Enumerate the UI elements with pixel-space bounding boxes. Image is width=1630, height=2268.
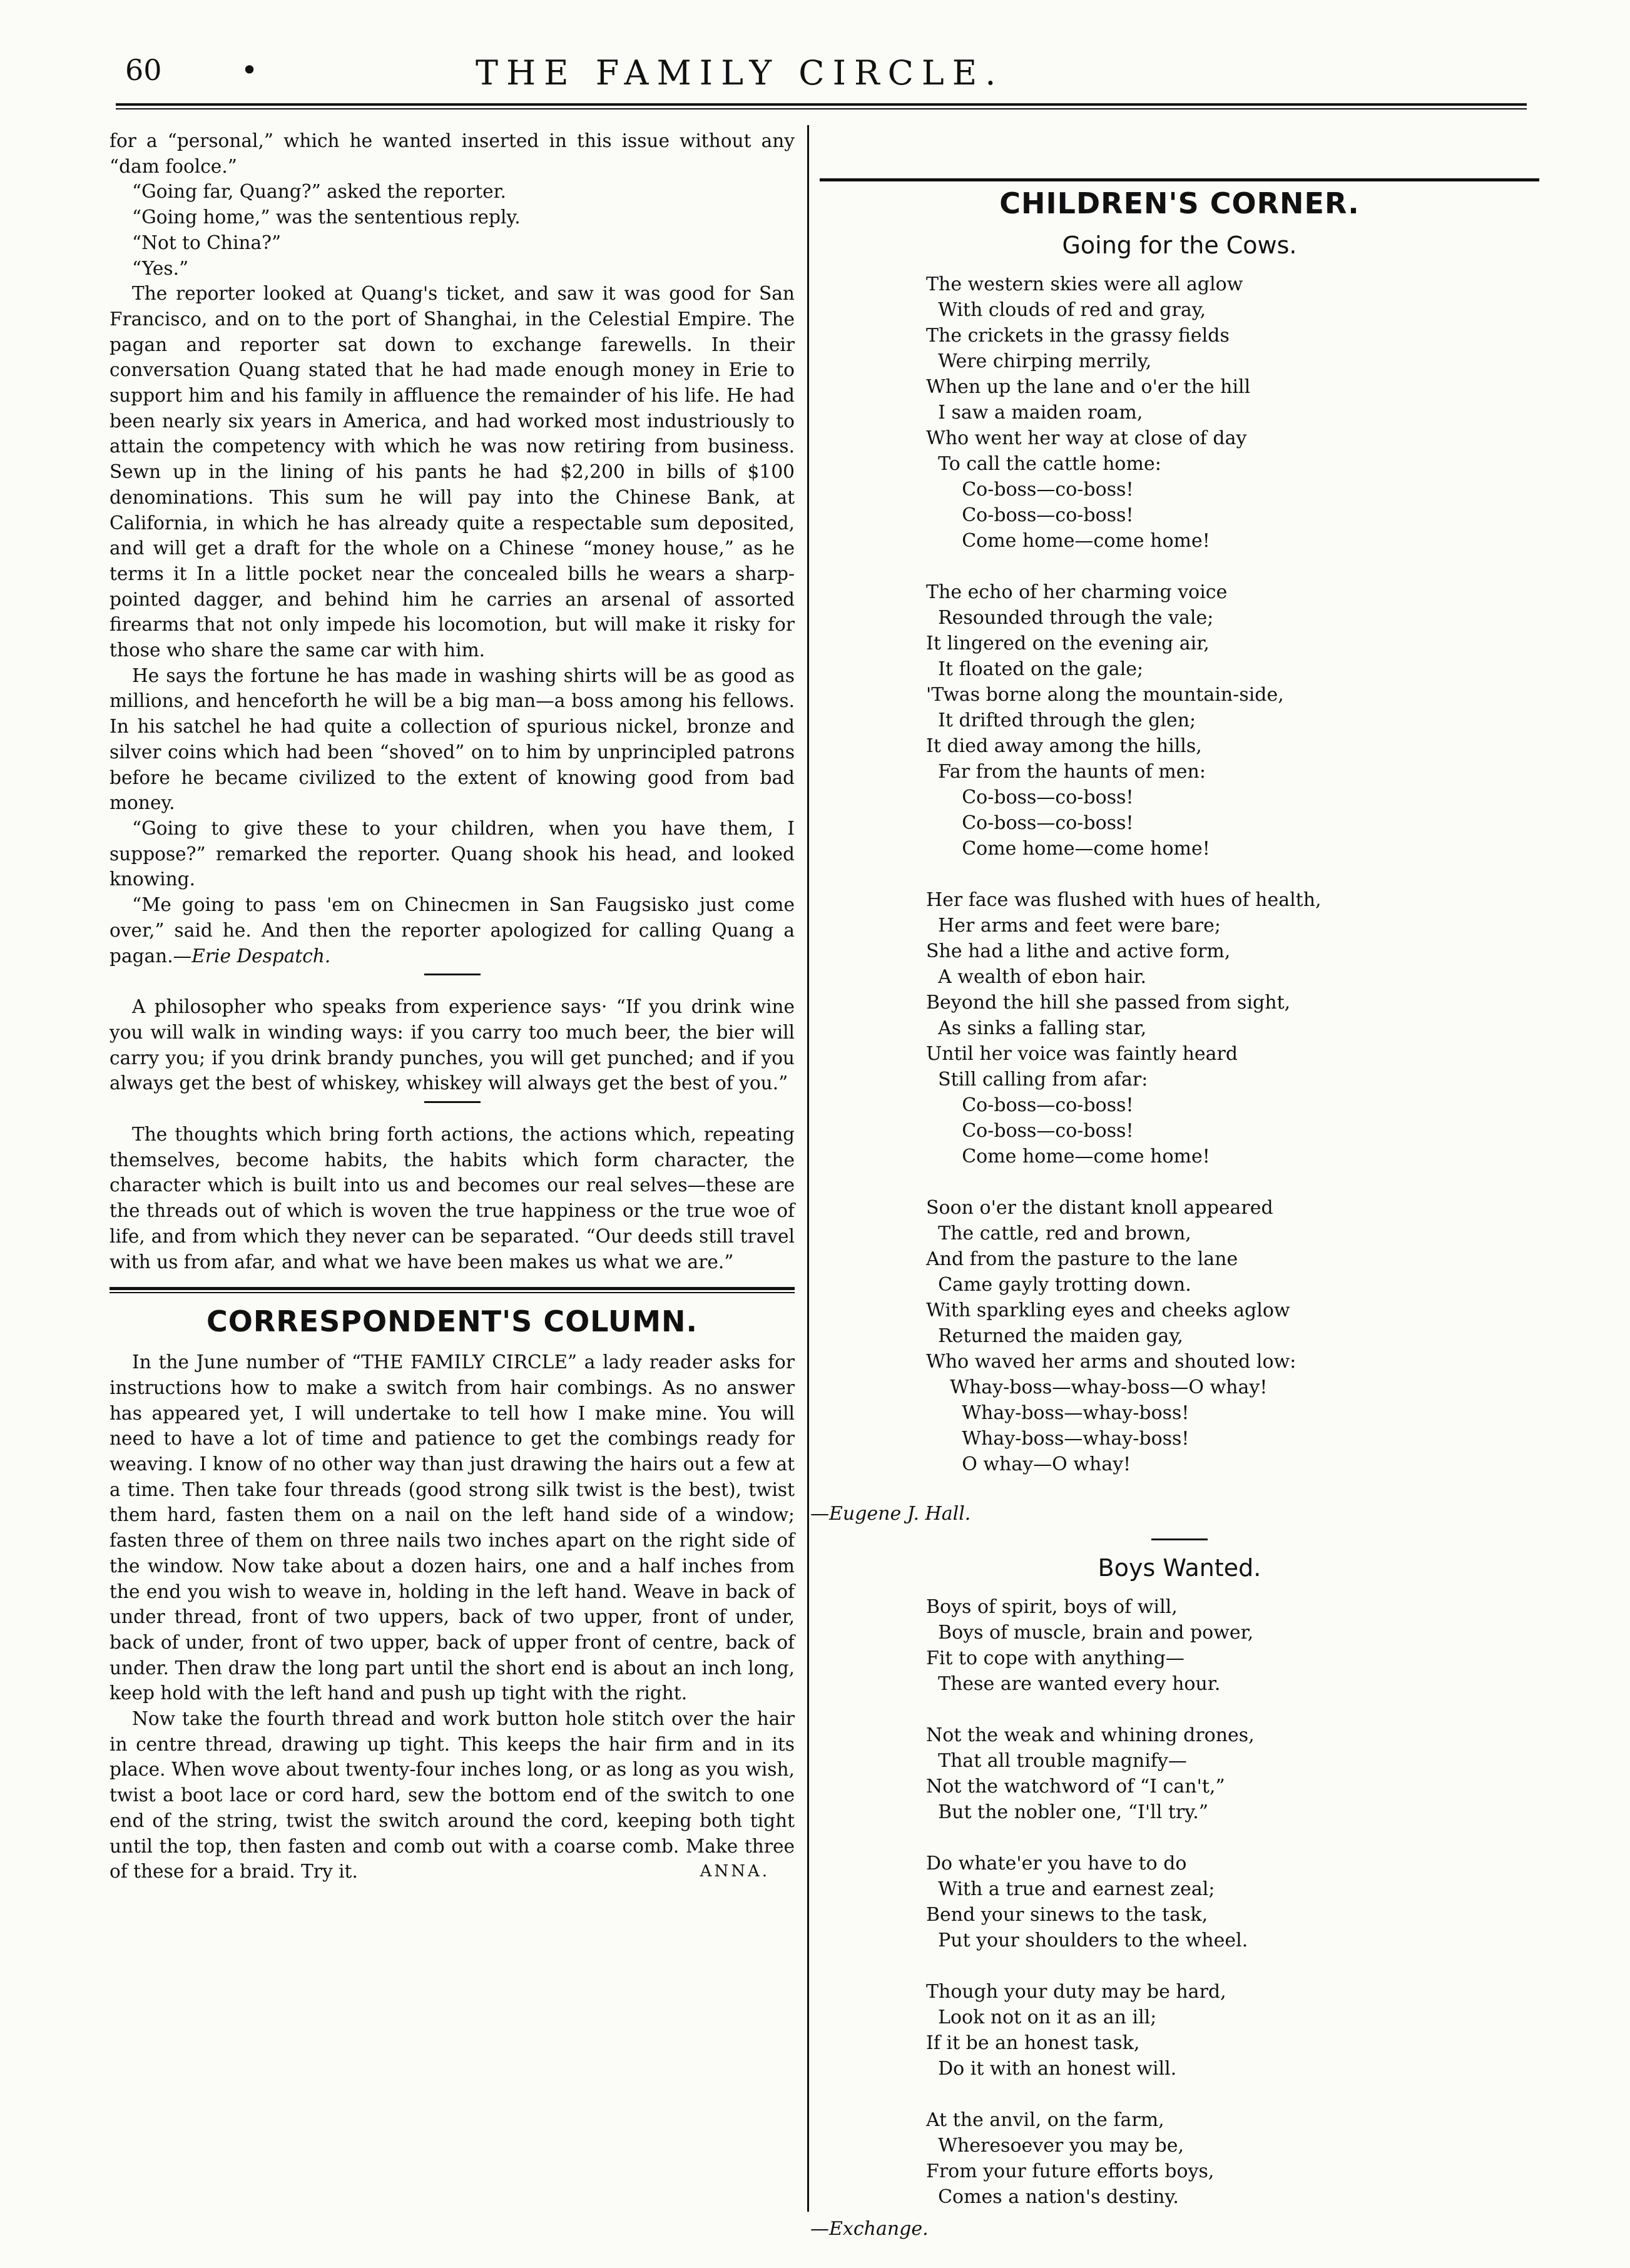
poem-line: A wealth of ebon hair.	[926, 966, 1147, 988]
correspondent-text: Now take the fourth thread and work button hole stitch over the hair in centre thread, drawing up tight. This keeps the hair firm and in its place. When wove about twenty-four inches long, or as long as you wish, twist a boot lace or cord hard, sew the bottom end of the switch to one end of the string, twist the switch around the cord, keeping both tight until the top, then fasten and comb out with a coarse comb. Make three of these for a braid. Try it.	[110, 1708, 795, 1883]
poem-line: Whay-boss—whay-boss!	[926, 1402, 1189, 1424]
header-rule-thin	[116, 108, 1527, 109]
poem-line: Co-boss—co-boss!	[926, 479, 1134, 501]
poem-line: Wheresoever you may be,	[926, 2135, 1184, 2157]
poem-line: To call the cattle home:	[926, 453, 1161, 475]
poem-line: Co-boss—co-boss!	[926, 786, 1134, 808]
poem-line: 'Twas borne along the mountain-side,	[926, 684, 1284, 706]
poem-line: From your future efforts boys,	[926, 2160, 1215, 2182]
poem-line: O whay—O whay!	[926, 1453, 1131, 1475]
correspondent-paragraph	[110, 1706, 795, 1884]
thoughts-paragraph: The thoughts which bring forth actions, the actions which, repeating themselves, become habits, the habits which form character, the character which is built into us and becomes our real selves—these are the threads out of which is woven the true happiness or the true woe of life, and from which they never can be separated. “Our deeds still travel with us from afar, and what we have been makes us what we are.”	[110, 1124, 795, 1273]
poem-line: Fit to cope with anything—	[926, 1647, 1184, 1669]
poem-line: Beyond the hill she passed from sight,	[926, 992, 1291, 1014]
article-paragraph: The reporter looked at Quang's ticket, and saw it was good for San Francisco, and on to the port of Shanghai, in the Celestial Empire. The pagan and reporter sat down to exchange farewells. In their conversation Quang stated that he had made enough money in Erie to support him and his family in affluence the remainder of his life. He had been nearly six years in America, and had worked most industriously to attain the competency with which he was now retiring from business. Sewn up in the lining of his pants he had $2,200 in bills of $100 denominations. This sum he will pay into the Chinese Bank, at California, in which he has already quite a respectable sum deposited, and will get a draft for the whole on a Chinese “money house,” as he terms it In a little pocket near the concealed bills he wears a sharp-pointed dagger, and behind him he carries an arsenal of assorted firearms that not only impede his locomotion, but will make it risky for those who share the same car with him.	[110, 283, 795, 661]
poem-line: Come home—come home!	[926, 1146, 1210, 1167]
correspondent-column-heading: CORRESPONDENT'S COLUMN.	[206, 1304, 698, 1339]
separator-rule	[424, 974, 481, 975]
poem-boys-wanted	[926, 1594, 1539, 2210]
poem-line: Still calling from afar:	[926, 1069, 1148, 1091]
article-paragraph: “Going to give these to your children, when you have them, I suppose?” remarked the reporter. Quang shook his head, and looked knowing.	[110, 817, 795, 890]
poem-stanza	[926, 1594, 1539, 1697]
poem-stanza	[926, 1722, 1539, 1825]
page-number: 60	[125, 53, 162, 87]
correspondent-paragraph: In the June number of “THE FAMILY CIRCLE” a lady reader asks for instructions how to make a switch from hair combings. As no answer has appeared yet, I will undertake to tell how I make mine. You will need to have a lot of time and patience to get the combings ready for weaving. I know of no other way than just drawing the hairs out a few at a time. Then take four threads (good strong silk twist is the best), twist them hard, fasten them on a nail on the left hand side of a window; fasten three of them on three nails two inches apart on the right side of the window. Now take about a dozen hairs, one and a half inches from the end you wish to weave in, holding in the left hand. Weave in back of under thread, front of two uppers, back of two upper, front of under, back of under, front of two upper, back of upper front of centre, back of under. Then draw the long part until the short end is about an inch long, keep hold with the left hand and push up tight with the right.	[110, 1351, 795, 1704]
poem-line: That all trouble magnify—	[926, 1750, 1187, 1772]
poem-line: The echo of her charming voice	[926, 581, 1228, 603]
quang-article	[110, 128, 795, 969]
article-paragraph: for a “personal,” which he wanted inserted in this issue without any “dam foolce.”	[110, 130, 795, 177]
poem-line: It lingered on the evening air,	[926, 633, 1210, 654]
article-paragraph: He says the fortune he has made in washing shirts will be as good as millions, and henceforth he will be a big man—a boss among his fellows. In his satchel he had quite a collection of spurious nickel, bronze and silver coins which had been “shoved” on to him by unprincipled patrons before he became civilized to the extent of knowing good from bad money.	[110, 664, 795, 814]
poem-line: Bend your sinews to the task,	[926, 1904, 1208, 1926]
poem-line: Were chirping merrily,	[926, 350, 1152, 372]
poem-line: Come home—come home!	[926, 838, 1210, 860]
childrens-corner-heading: CHILDREN'S CORNER.	[999, 186, 1360, 220]
right-column	[810, 128, 1539, 2240]
poem-line: With clouds of red and gray,	[926, 299, 1206, 321]
article-paragraph: “Yes.”	[132, 257, 189, 279]
poem-line: Co-boss—co-boss!	[926, 812, 1134, 834]
poem-line: Comes a nation's destiny.	[926, 2186, 1179, 2208]
poem-line: Boys of spirit, boys of will,	[926, 1596, 1178, 1618]
poem-line: But the nobler one, “I'll try.”	[926, 1801, 1209, 1823]
poem-line: Put your shoulders to the wheel.	[926, 1930, 1248, 1951]
poem-line: Who waved her arms and shouted low:	[926, 1351, 1296, 1373]
poem-line: She had a lithe and active form,	[926, 940, 1231, 962]
poem-line: It died away among the hills,	[926, 735, 1202, 757]
poem-line: It floated on the gale;	[926, 658, 1144, 680]
poem-line: Her face was flushed with hues of health,	[926, 889, 1322, 911]
poem-line: Soon o'er the distant knoll appeared	[926, 1197, 1273, 1219]
poem-line: The cattle, red and brown,	[926, 1223, 1191, 1244]
poem-stanza	[926, 1851, 1539, 1953]
poem-stanza	[926, 2107, 1539, 2210]
poem-line: Not the weak and whining drones,	[926, 1724, 1255, 1746]
poem-line: Resounded through the vale;	[926, 607, 1214, 629]
poem-line: And from the pasture to the lane	[926, 1248, 1238, 1270]
poem-going-for-the-cows	[926, 272, 1539, 1477]
poem-line: Until her voice was faintly heard	[926, 1043, 1238, 1065]
poem-line: These are wanted every hour.	[926, 1673, 1221, 1695]
article-paragraph: “Going home,” was the sententious reply.	[132, 206, 521, 228]
poem-attribution: —Exchange.	[810, 2218, 929, 2240]
poem-line: Not the watchword of “I can't,”	[926, 1776, 1225, 1798]
poem-line: Whay-boss—whay-boss!	[926, 1428, 1189, 1450]
poem-line: Come home—come home!	[926, 530, 1210, 552]
poem-title: Going for the Cows.	[1062, 231, 1297, 259]
poem-line: With a true and earnest zeal;	[926, 1878, 1215, 1900]
poem-stanza	[926, 887, 1539, 1169]
column-divider	[807, 125, 809, 2212]
poem-line: Whay-boss—whay-boss—O whay!	[926, 1376, 1268, 1398]
article-paragraph: “Going far, Quang?” asked the reporter.	[132, 181, 506, 203]
poem-line: Co-boss—co-boss!	[926, 504, 1134, 526]
poem-stanza	[926, 579, 1539, 862]
article-text: “Me going to pass 'em on Chinecmen in San Faugsisko just come over,” said he. And then the reporter apologized for calling Quang a pagan.—	[110, 894, 795, 967]
poem-title: Boys Wanted.	[1098, 1554, 1261, 1582]
separator-rule	[1151, 1538, 1208, 1540]
article-source: Erie Despatch.	[191, 945, 331, 967]
poem-line: Came gayly trotting down.	[926, 1274, 1191, 1296]
page-dot: •	[241, 53, 258, 87]
masthead-title: THE FAMILY CIRCLE.	[476, 53, 1004, 93]
poem-line: Do it with an honest will.	[926, 2058, 1177, 2080]
poem-line: If it be an honest task,	[926, 2032, 1140, 2054]
poem-line: Though your duty may be hard,	[926, 1981, 1226, 2003]
header-rule	[116, 103, 1527, 106]
poem-line: Co-boss—co-boss!	[926, 1094, 1134, 1116]
poem-line: With sparkling eyes and cheeks aglow	[926, 1299, 1290, 1321]
left-column	[110, 128, 795, 1884]
poem-stanza	[926, 1979, 1539, 2082]
heading-rule	[820, 178, 1539, 181]
poem-line: Do whate'er you have to do	[926, 1853, 1187, 1874]
poem-line: Returned the maiden gay,	[926, 1325, 1183, 1347]
poem-line: Look not on it as an ill;	[926, 2006, 1157, 2028]
poem-line: When up the lane and o'er the hill	[926, 376, 1251, 398]
poem-line: As sinks a falling star,	[926, 1017, 1147, 1039]
poem-line: At the anvil, on the farm,	[926, 2109, 1164, 2131]
poem-stanza	[926, 272, 1539, 554]
separator-rule	[424, 1101, 481, 1103]
poem-stanza	[926, 1195, 1539, 1477]
poem-line: Co-boss—co-boss!	[926, 1120, 1134, 1142]
heading-rule	[110, 1287, 795, 1290]
poem-line: Who went her way at close of day	[926, 427, 1247, 449]
philosopher-paragraph: A philosopher who speaks from experience says· “If you drink wine you will walk in winding ways: if you carry too much beer, the bier will carry you; if you drink brandy punches, you will get punched; and if you always get the best of whiskey, whiskey will always get the best of you.”	[110, 996, 795, 1094]
article-paragraph: “Not to China?”	[132, 231, 282, 253]
poem-line: I saw a maiden roam,	[926, 402, 1143, 424]
article-paragraph	[110, 892, 795, 969]
poem-line: Boys of muscle, brain and power,	[926, 1622, 1254, 1644]
poem-line: Her arms and feet were bare;	[926, 915, 1221, 937]
correspondent-heading-bars	[110, 1287, 795, 1293]
correspondent-signature: ANNA.	[700, 1862, 770, 1881]
poem-attribution: —Eugene J. Hall.	[810, 1503, 971, 1525]
poem-line: The crickets in the grassy fields	[926, 325, 1230, 347]
poem-line: Far from the haunts of men:	[926, 761, 1206, 783]
poem-line: It drifted through the glen;	[926, 709, 1196, 731]
poem-line: The western skies were all aglow	[926, 273, 1243, 295]
heading-rule-thin	[110, 1292, 795, 1293]
